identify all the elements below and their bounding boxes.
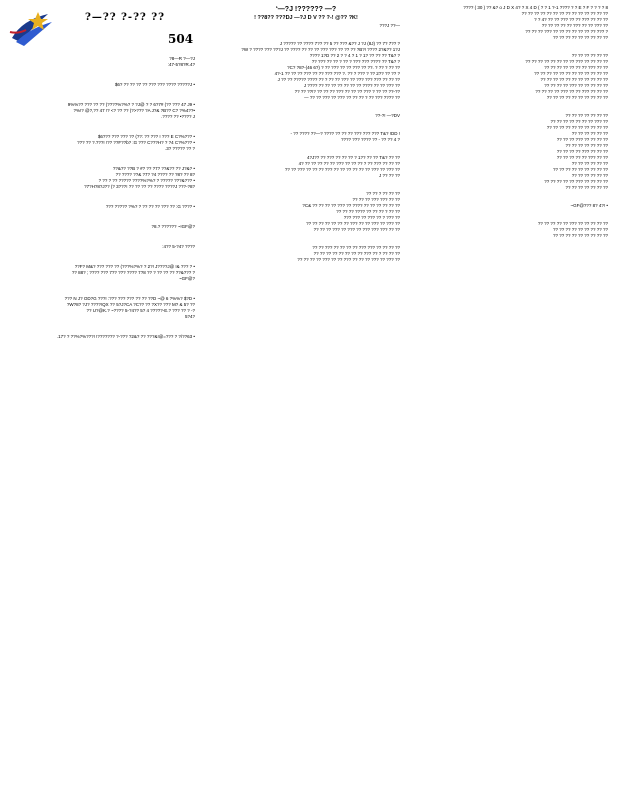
middle-paragraph [212,245,400,263]
left-text-line: :47-5?8?R.4? [167,62,195,67]
right-paragraph [420,203,608,209]
middle-text-line: J ???? ?? ?? ?? ?? ?? ?? ?? ???? ?? ?? ??? ?? [303,83,400,88]
middle-text-line: ?? ?? ?? ?? ?? ?? ?? ??? ?? ?? ??? ?? ??? ?? [306,221,400,226]
middle-paragraph [212,131,400,143]
left-paragraph [10,204,195,210]
right-text-line: ?? ?? ?? ?? ?? ?? ?? ?? ?? [552,35,608,40]
middle-paragraph [212,113,400,119]
right-text-line: ?? ?? ?? ?? ?? ?? ?? ?? ?? ?? ?? ?? [534,71,608,76]
middle-text-line: - ?? ???? ??—? ???? ?? ?? ?? ??? ??? ??? T&? !DD ! [290,131,400,136]
middle-paragraph [212,155,400,179]
middle-text-line: J ????? ?? ???? 7?? ?? 5 ?? ??? &?? J ?J (8J) ?? 7? 7?? ? [279,41,400,46]
right-paragraph [420,221,608,239]
right-text-line: ?? ?? ?? ?? ?? ?? ?? ?? ??? ?? ?? ?? ?? [525,59,608,64]
left-text-line: ~GF@? [179,276,195,281]
left-paragraph [10,264,195,282]
middle-paragraph [212,191,400,233]
left-text-line: $6? ?? ?? ?7 ?? ??? ??? ???? ?????J • [114,82,195,87]
middle-text-line: 4?J?? ?? ??? ?? ?? ?? ? 1?? ?? ?? T&? ?? ?? [307,155,400,160]
right-text-line: ?? ?? ?? ?? ?? ?? ?? ?? ?? ?? ?? ?? ?? ?? [521,11,608,16]
left-text-line: ??F? M&? ??? ??? ?? (???%?%? ? 2?! J????J@ !& ??? ? • [74,264,195,269]
left-text-line: ?W?8? ?J? ????!QX ?? 5?J?CA ?C?? ?? ?X?? ??? M? & 5? ?? [66,302,195,307]
right-text-line: ?? ?? ?? ?? ?? ?? [571,131,608,136]
journal-title: ?—?? ?-?? ?? [85,12,165,23]
university-logo-icon [8,8,56,48]
middle-text-line: ?? ?? ??!? ?? ?? ?? ??? ?? ?? ?? ??? ? ?? ?? ??-?? [294,89,400,94]
left-paragraph [10,56,195,68]
right-text-line: ?? ?? ?? ?? ?? ??? ?? ?? ?? ?? ?? [537,221,608,226]
middle-text-line: 4?-1 ?? ?? ?? ??? ?? ?? ??? ??? ?. ?? ? ??? ? ?? 2?? ?? ?? ? [274,71,400,76]
right-text-line: ~GF@??? 8? 4?! • [570,203,608,208]
left-paragraph [10,334,195,340]
left-paragraph [10,166,195,190]
middle-text-line: ?? ??? ?? ?? ? ?? ? ??? ??? ???? ?? T&? ? [311,59,400,64]
right-text-line: ?? ?? ?? ?? ?? ?? ?? ?? ?? ?? [546,125,608,130]
right-text-line: ?? ?? ?? ?? ??? ?? ?? ??? ?? ?? ?? [535,89,608,94]
left-text-line: ?? U?@K.? ~???? 5-?4?? 5? 4 ?????-E.? ??? ?? ? -? [86,308,195,313]
middle-paragraph [212,23,400,29]
left-text-line: ??&?? ??B ? #? ?? ?7? ??&?? ?? J?&? • [112,166,195,171]
right-text-line: ?? ?? ?? ?? ?? ?? ?? ??? ?? ?? [544,65,608,70]
middle-text-line: ?? ?? ?? ??? ??? ?? ?? [352,197,400,202]
right-text-line: ?? ?? ?? ?? ?? ?? ?? ?? ?? [552,233,608,238]
middle-text-line: 4? ?? ?? ?? ?? ?? ??? ?? ?? ?? ? ?? ??? ?? ?? ?? [298,161,400,166]
middle-text-line: ??-?! —?DV [375,113,400,118]
left-text-line: 9%%?? ??? ?? ?? (????%?%? ? ?J@ ? ? 6?7# (?? ??? 47 J9 • [67,102,195,107]
left-text-line: ? ?? ? ?? ????? ????%?%? ? ????? ???&??? • [98,178,195,183]
right-paragraph [420,113,608,191]
middle-body [212,23,400,263]
right-text-line: ?? ?? ?? ?? ?? ?? [571,53,608,58]
right-text-line: ???? ( 30 ) ?? &? o J D X 4? ? X 4 D ( ? ? 1 ?-1 ???? ? ? E ? F ? ? ? ? 8 [463,5,608,10]
middle-text-line: ???J ??— [379,23,400,28]
left-paragraph [10,82,195,88]
middle-text-line: ???? ??? ???? ?? - ?? ?? 4 ? [340,137,400,142]
left-text-line: ?8—R ?—?J [169,56,195,61]
right-text-line: ?? ?? ?? ?? ?? ?? [571,161,608,166]
left-text-line: ??? ????? ?%? ? ?? ?? ?? ??? ?? :G ???? • [105,204,195,209]
middle-text-line: ?W ? ???? ??? ???J ?? ???? ?? ?? ?? ??? ??? ?? ?? ?? ?B?! ???? 2?&?? 1?J [241,47,400,52]
article-title-line-1: ‘—?J !?????? —? [275,6,337,13]
middle-paragraph [212,41,400,101]
right-text-line: ?? ?? ?? ?? ?? ?? ?? ?? ?? [552,167,608,172]
right-text-line: ?? ?? ?? ?? ?? ??? ?? ?? ??? ?? [541,23,608,28]
middle-text-line: J ?? ?? ????? ???? ?? ? ?? ?? ??? ?? ??? ??? ??? ?? ?? ?? [277,77,400,82]
right-text-line: ?? ?? ?? ?? ?? ??? ?? ?? [556,155,608,160]
left-paragraph [10,134,195,152]
middle-text-line: ?C? ?8?-(46 6?) ? ?? ??? ?? ?? ??? ?? ??. ? ?? ? ?? ?? [287,65,400,70]
right-text-line: ?? ?? ?? ?? ??? ?? ?? ?? ?? ?? [544,83,608,88]
right-text-line: ?? ?? ?? ?? ?? ?? ?? ??? ?? [550,119,608,124]
middle-text-line: ?? ?? ??? ?? ?? ?? ?? ??? ??? ?? ?? ?? ?? [312,245,400,250]
right-text-line: ?? ?? ?? ?? ??? ?? ?? ?? [556,149,608,154]
left-text-line: ?? 88? ; ???? ??? 7?? ??? ???? 7?8 ?? ? ?? ?? ?? ??&??? ? [71,270,195,275]
left-column [10,56,195,354]
left-paragraph [10,244,195,250]
right-text-line: ?? ?? ?? ?? ?? ?? [571,173,608,178]
right-text-line: ?? ?? ?? ?? ?? ?? ?? [565,113,608,118]
left-text-line: .17? ? ??%?%???! !??????? ?-??? ?2&? ?? ???&!@=??? ? ?/??63 • [56,334,195,339]
right-text-line: ?? ?? ?? ??? ?? ?? ?? ?? [556,137,608,142]
left-text-line: .3? ????? ?? ? [164,146,195,151]
left-paragraph [10,102,195,120]
right-paragraph [420,5,608,41]
middle-text-line: ?? ?? ??? ?? ?? ?? ??? ?? ?? ?? ?? ?? ?? ??? ?? ??? ?? [284,167,400,172]
right-text-line: ?? ?? ?? ?? ?? ?? ?? ?? ?? ?? [546,95,608,100]
middle-text-line: ?? ?? ?? ???? ?? ?? ?? ? ?? ?? [336,209,400,214]
right-column [420,5,608,251]
left-text-line: :4?? 5-?4? ???? [162,244,195,249]
left-text-line: ?%!? @?,?? 47 !? <? ?? ?? (?>??? ?A J?& ?B?? C? ?%4??• [73,108,195,113]
left-text-line: $6??? ??? ??? ?? (??: ?? ??? ! ??? E C?%??? • [97,134,195,139]
middle-text-line: J ?? ?? ?? [378,173,400,178]
right-text-line: ?? ?? ?? ?? ?? ?? ?? [565,143,608,148]
left-text-line: ?7?H?8?J?? (? 3???! ?? ?? ?? ?? ???? ????J ???-?8? [84,184,195,189]
middle-text-line: ???? 1?D ?? 2 ? ? 4 ? 1 ? 1? ?? ?? ?? T&? ? [309,53,400,58]
middle-text-line: ?C& ?? ?? ?? ?? ??? ?? ???? ?? ?? ?? ?? ?? ?? [302,203,400,208]
article-title-line-2: ! ??8?? ???DJ —?J D V ?? ?-! @?? ?K! [254,15,358,21]
left-paragraph [10,224,195,230]
middle-text-line: ?? ?? ? ?? ?? ?? [366,191,400,196]
left-text-line: ??? N J? OD?G ???! :??? ??? ??? ?? ?? ??D ~@ 6 ?%%? $?D • [64,296,195,301]
right-text-line: ?? ?? ?? ??? ?? ?? ?? ?? ?? ?? ?? ??? ? [525,29,608,34]
right-text-line: ?? ?? ?? ?? ?? ?? ?? ?? ?? ?? ?? [540,77,608,82]
left-text-line: 5?4? [184,314,195,319]
page-number: 504 [168,32,194,46]
left-text-line: ??? ?? ?.???! !?? ??F??b? :G ??? C???H? ? ?4 C?%??? • [77,140,195,145]
middle-text-line: ??? ??? ?? ??? ?? ? ??? ?? [343,215,400,220]
right-text-line: ?? ?? ?? ?? ?? ??? ?? ?? ?? ?? [544,179,608,184]
middle-text-line: ?? ?? ?? ?? ??? ?? ?? ??? ?? ?? ?? ??? ?? ??? ?? [297,257,400,262]
left-text-line: ?? ???? ??& ?7? ?4 ???? ?? ?8? ?? 8? [115,172,195,177]
middle-text-line: — ?? ?? ??? ?? ??? ?? ?? ?? ? ?? ??? ???? ?? [304,95,400,100]
middle-column [212,5,400,275]
middle-text-line: ?? ?? ?? ??? ?? ??? ?? ??? ??? ??? ?? ?? [313,227,400,232]
middle-text-line: ?? ?? ?? ?? ?? ?? ?? ?? ??? ?? ? ?? ?? ?? [313,251,400,256]
right-text-line: ?? ?? ?? ?? ?? ?? ?? ?? ?? [552,227,608,232]
left-text-line: .???? ?? •???? J [161,114,195,119]
right-paragraph [420,53,608,101]
right-text-line: ?? ?? ?? ?? ?? ?? ?? [565,185,608,190]
left-text-line: ?8.? ?????? ~!GF@? [151,224,195,229]
left-paragraph [10,296,195,320]
right-text-line: ? ? 4? ?? ?? ??? ?? ?? ??? ?? ?? ?? [534,17,608,22]
